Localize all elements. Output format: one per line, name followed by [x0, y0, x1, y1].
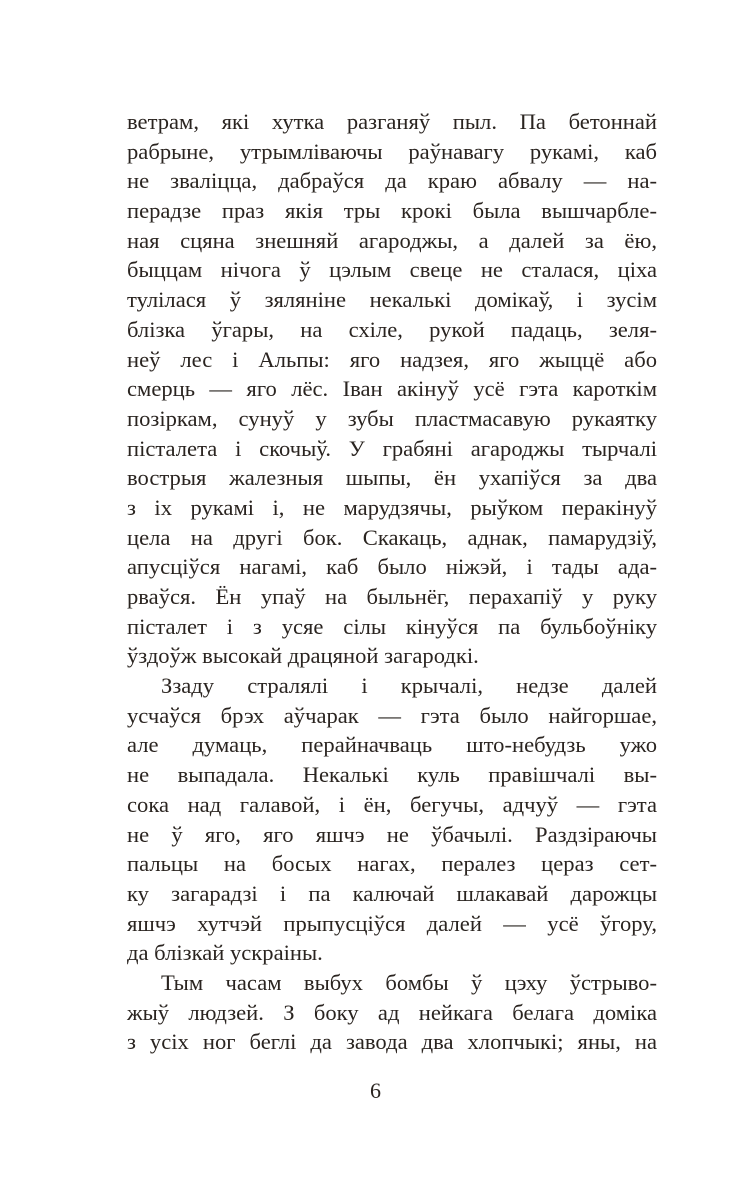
- text-line: вострыя жалезныя шыпы, ён ухапіўся за два: [127, 465, 657, 491]
- text-line: цела на другі бок. Скакаць, аднак, памарудзіў,: [127, 524, 657, 550]
- page-number: 6: [370, 1078, 381, 1103]
- text-line: ветрам, які хутка разганяў пыл. Па бетоннай: [127, 109, 657, 134]
- paragraph-1: [127, 107, 657, 671]
- text-line: з іх рукамі і, не марудзячы, рыўком перакінуў: [127, 494, 657, 520]
- text-line: блізка ўгары, на схіле, рукой падаць, зеля-: [127, 316, 657, 342]
- text-line: пісталет і з усяе сілы кінуўся па бульбоўніку: [127, 613, 657, 639]
- text-line: не зваліцца, дабраўся да краю абвалу — на-: [127, 168, 657, 194]
- text-line: перадзе праз якія тры крокі была вышчарбле-: [127, 198, 657, 224]
- text-line: да блізкай ускраіны.: [127, 940, 323, 966]
- text-line: Тым часам выбух бомбы ў цэху ўстрыво-: [161, 969, 657, 995]
- text-line: неў лес і Альпы: яго надзея, яго жыццё або: [127, 346, 657, 372]
- text-line: усчаўся брэх аўчарак — гэта было найгоршае,: [127, 702, 657, 728]
- text-line: пальцы на босых нагах, пералез цераз сет-: [127, 851, 657, 877]
- text-line: але думаць, перайначваць што-небудзь ужо: [127, 732, 657, 758]
- text-line: рабрыне, утрымліваючы раўнавагу рукамі, каб: [127, 138, 657, 164]
- text-line: ку загарадзі і па калючай шлакавай дарожцы: [127, 880, 657, 906]
- text-line: ная сцяна знешняй агароджы, а далей за ёю,: [127, 227, 657, 253]
- text-line: ўздоўж высокай драцяной загародкі.: [127, 643, 479, 669]
- text-line: рваўся. Ён упаў на быльнёг, перахапіў у руку: [127, 584, 657, 609]
- text-line: апусціўся нагамі, каб было ніжэй, і тады ада-: [127, 554, 657, 580]
- paragraph-2: [127, 671, 657, 968]
- text-line: тулілася ў зяляніне некалькі домікаў, і зусім: [127, 287, 657, 313]
- text-line: не ў яго, яго яшчэ не ўбачылі. Раздзіраючы: [127, 821, 657, 847]
- text-line: Ззаду стралялі і крычалі, недзе далей: [161, 673, 657, 699]
- text-line: быццам нічога ў цэлым свеце не сталася, ціха: [127, 257, 657, 283]
- text-line: яшчэ хутчэй прыпусціўся далей — усё ўгору,: [127, 910, 657, 936]
- text-line: сока над галавой, і ён, бегучы, адчуў — гэта: [127, 791, 657, 817]
- text-line: смерць — яго лёс. Іван акінуў усё гэта кароткім: [127, 376, 657, 402]
- text-line: позіркам, сунуў у зубы пластмасавую рукаятку: [127, 405, 657, 431]
- paragraph-3: [127, 968, 657, 1057]
- text-line: не выпадала. Некалькі куль правішчалі вы-: [127, 762, 657, 788]
- text-line: жыў людзей. З боку ад нейкага белага доміка: [127, 999, 657, 1025]
- text-line: пісталета і скочыў. У грабяні агароджы тырчалі: [127, 435, 657, 461]
- body-text: [127, 107, 657, 1057]
- text-line: з усіх ног беглі да завода два хлопчыкі; яны, на: [127, 1029, 657, 1055]
